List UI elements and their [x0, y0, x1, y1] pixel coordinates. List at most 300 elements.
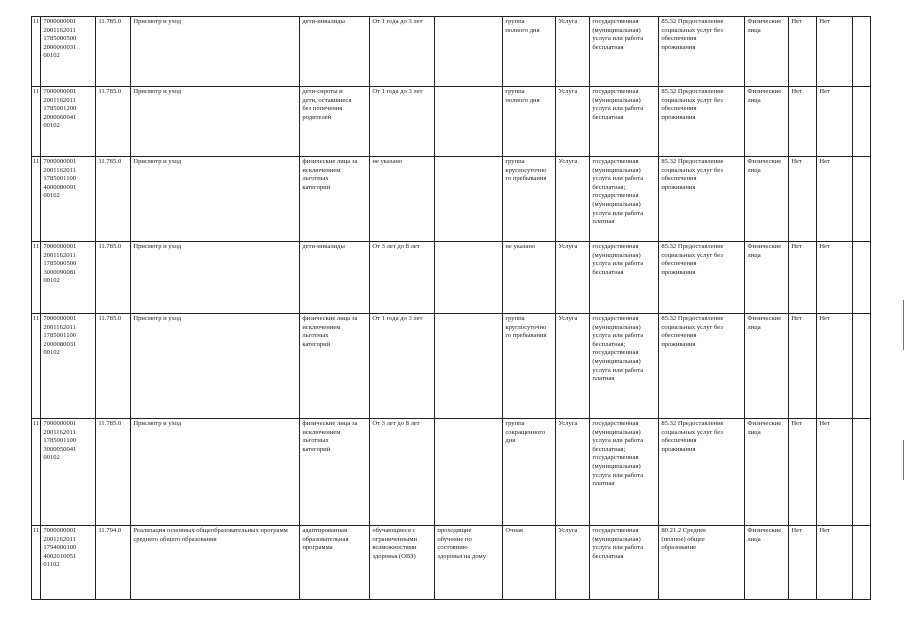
service-kind-line: бесплатная	[592, 552, 624, 560]
consumer-category-line: родителей	[302, 113, 332, 121]
consumer-category-line: дети-инвалиды	[302, 243, 345, 250]
service-form-line: полного дня	[505, 26, 540, 34]
registry-code-line: 00102	[43, 349, 60, 357]
activity-classifier-line: обеспечения	[661, 437, 697, 445]
activity-classifier-cell	[659, 526, 745, 600]
consumer-category-line: дети, оставшиеся	[302, 96, 352, 104]
table-row	[32, 314, 871, 419]
row-number: 11	[33, 88, 40, 95]
empty-cell-cell	[853, 314, 871, 419]
service-kind-line: бесплатная	[592, 43, 624, 51]
activity-classifier-line: проживания	[661, 43, 696, 51]
okved-code: 11.785.0	[98, 158, 122, 165]
activity-classifier-line: проживания	[661, 268, 696, 276]
registry-code-line: 00102	[43, 122, 60, 130]
service-form-line: круглосуточно	[505, 166, 547, 174]
empty-cell-cell	[853, 87, 871, 157]
consumer-category-line: адаптированная	[302, 527, 347, 534]
service-name-cell	[131, 242, 300, 314]
flag-2-cell	[817, 157, 853, 242]
row-number-cell	[32, 242, 41, 314]
service-name-cell	[131, 526, 300, 600]
service-form-cell	[503, 17, 556, 87]
service-kind-line: (муниципальная)	[592, 535, 641, 543]
flag-1-cell	[789, 314, 817, 419]
registry-code-line: 2001162011	[43, 166, 76, 174]
service-form-line: не указано	[505, 243, 536, 250]
empty-cell-cell	[853, 242, 871, 314]
service-kind-line: услуга или работа	[592, 544, 644, 552]
service-kind-line: государственная	[592, 420, 639, 427]
activity-classifier-line: обеспечения	[661, 260, 697, 268]
registry-code-cell	[41, 242, 96, 314]
service-kind-line: (муниципальная)	[592, 357, 641, 365]
activity-classifier-line: проживания	[661, 340, 696, 348]
row-number-cell	[32, 157, 41, 242]
consumer-type-line: лица	[747, 535, 761, 543]
activity-classifier-line: социальных услуг без	[661, 251, 723, 259]
flag-1: Нет	[791, 243, 802, 250]
age-group-line: От 1 года до 3 лет	[372, 88, 423, 95]
service-name-cell	[131, 17, 300, 87]
age-group-line: ограниченными	[372, 535, 418, 543]
consumer-type-cell	[745, 419, 789, 526]
record-type-cell	[556, 526, 590, 600]
consumer-type-line: Физические	[747, 420, 782, 427]
activity-classifier-line: обеспечения	[661, 332, 697, 340]
registry-code-line: 2000060031	[43, 43, 77, 51]
record-type: Услуга	[558, 158, 578, 165]
row-number: 11	[33, 18, 40, 25]
empty-cell-cell	[853, 157, 871, 242]
consumer-category-line: льготных	[302, 332, 329, 340]
activity-classifier-line: социальных услуг без	[661, 96, 723, 104]
service-kind-line: государственная	[592, 192, 639, 200]
registry-code-line: 1785001100	[43, 332, 77, 340]
activity-classifier-line: социальных услуг без	[661, 428, 723, 436]
row-number-cell	[32, 526, 41, 600]
service-kind-line: услуга или работа	[592, 437, 644, 445]
registry-code-line: 2000060041	[43, 113, 77, 121]
flag-2: Нет	[819, 88, 830, 95]
registry-code-line: 1785000500	[43, 260, 77, 268]
services-registry-table	[31, 16, 871, 600]
consumer-type-line: Физические	[747, 527, 782, 534]
okved-code-cell	[96, 17, 131, 87]
service-form-cell	[503, 419, 556, 526]
record-type-cell	[556, 17, 590, 87]
service-kind-cell	[590, 17, 659, 87]
registry-code-line: 2000080031	[43, 340, 77, 348]
consumer-category-cell	[300, 87, 370, 157]
scan-margin-mark	[903, 440, 904, 480]
record-type-cell	[556, 157, 590, 242]
service-kind-line: платная	[592, 480, 615, 488]
record-type: Услуга	[558, 315, 578, 322]
activity-classifier-line: 85.32 Предоставление	[661, 243, 724, 250]
record-type-cell	[556, 87, 590, 157]
extra-condition-cell	[435, 87, 503, 157]
consumer-category-line: физические лица за	[302, 158, 358, 165]
flag-1: Нет	[791, 527, 802, 534]
extra-condition-line: обучение по	[437, 535, 472, 543]
age-group-line: От 1 года до 3 лет	[372, 315, 423, 322]
registry-code-line: 2001162011	[43, 96, 76, 104]
service-kind-line: услуга или работа	[592, 471, 644, 479]
service-kind-line: бесплатная	[592, 113, 624, 121]
consumer-category-line: льготных	[302, 175, 329, 183]
consumer-category-line: исключением	[302, 428, 341, 436]
activity-classifier-line: 85.32 Предоставление	[661, 420, 724, 427]
row-number-cell	[32, 314, 41, 419]
table-row	[32, 87, 871, 157]
activity-classifier-line: проживания	[661, 113, 696, 121]
consumer-type-line: Физические	[747, 243, 782, 250]
consumer-category-line: категорий	[302, 183, 331, 191]
service-form-line: дня	[505, 437, 516, 445]
flag-2-cell	[817, 419, 853, 526]
age-group-line: здоровья (ОВЗ)	[372, 552, 416, 560]
consumer-category-line: исключением	[302, 166, 341, 174]
service-kind-line: услуга или работа	[592, 366, 644, 374]
registry-code-line: 7000000001	[43, 18, 77, 25]
flag-2: Нет	[819, 527, 830, 534]
service-kind-cell	[590, 242, 659, 314]
extra-condition-cell	[435, 242, 503, 314]
service-name: Реализация основных общеобразовательных программ среднего общего образования	[133, 527, 288, 543]
service-form-line: группа	[505, 420, 525, 427]
record-type-cell	[556, 314, 590, 419]
service-kind-line: бесплатная	[592, 268, 624, 276]
row-number: 11	[33, 420, 40, 427]
row-number-cell	[32, 87, 41, 157]
scan-margin-mark	[903, 300, 904, 350]
activity-classifier-line: 85.32 Предоставление	[661, 88, 724, 95]
registry-code-line: 7000000001	[43, 243, 77, 250]
registry-code-line: 3000090081	[43, 268, 77, 276]
flag-1-cell	[789, 87, 817, 157]
extra-condition-cell	[435, 17, 503, 87]
okved-code-cell	[96, 157, 131, 242]
service-kind-line: услуга или работа	[592, 332, 644, 340]
consumer-type-line: Физические	[747, 18, 782, 25]
consumer-type-cell	[745, 242, 789, 314]
service-form-line: группа	[505, 315, 525, 322]
row-number: 11	[33, 527, 40, 534]
registry-code-line: 7000000001	[43, 420, 77, 427]
service-kind-cell	[590, 314, 659, 419]
empty-cell-cell	[853, 419, 871, 526]
service-form-cell	[503, 87, 556, 157]
activity-classifier-line: социальных услуг без	[661, 323, 723, 331]
service-form-line: группа	[505, 18, 525, 25]
age-group-cell	[370, 314, 435, 419]
consumer-category-cell	[300, 157, 370, 242]
consumer-type-line: лица	[747, 323, 761, 331]
service-kind-line: бесплатная;	[592, 340, 626, 348]
service-name: Присмотр и уход	[133, 243, 182, 250]
table-row	[32, 157, 871, 242]
age-group-cell	[370, 87, 435, 157]
consumer-category-line: образовательная	[302, 535, 349, 543]
extra-condition-line: состоянию	[437, 544, 468, 552]
service-kind-line: (муниципальная)	[592, 462, 641, 470]
age-group-cell	[370, 157, 435, 242]
service-kind-line: услуга или работа	[592, 35, 644, 43]
activity-classifier-cell	[659, 87, 745, 157]
registry-code-line: 4000080091	[43, 183, 77, 191]
service-form-cell	[503, 157, 556, 242]
service-form-line: сокращенного	[505, 428, 546, 436]
flag-2: Нет	[819, 158, 830, 165]
okved-code-cell	[96, 242, 131, 314]
row-number-cell	[32, 419, 41, 526]
okved-code-cell	[96, 526, 131, 600]
registry-code-line: 2001162011	[43, 26, 76, 34]
flag-2: Нет	[819, 315, 830, 322]
service-form-line: го пребывания	[505, 332, 547, 340]
extra-condition-cell	[435, 526, 503, 600]
okved-code-cell	[96, 314, 131, 419]
service-kind-line: (муниципальная)	[592, 166, 641, 174]
consumer-type-line: Физические	[747, 88, 782, 95]
service-form-line: круглосуточно	[505, 323, 547, 331]
okved-code: 11.785.0	[98, 315, 122, 322]
activity-classifier-line: 80.21.2 Среднее	[661, 527, 707, 534]
activity-classifier-cell	[659, 17, 745, 87]
flag-2: Нет	[819, 243, 830, 250]
service-kind-line: (муниципальная)	[592, 428, 641, 436]
consumer-type-line: лица	[747, 26, 761, 34]
service-name: Присмотр и уход	[133, 158, 182, 165]
service-name-cell	[131, 419, 300, 526]
flag-1: Нет	[791, 315, 802, 322]
age-group-line: От 1 года до 3 лет	[372, 18, 423, 25]
consumer-type-line: Физические	[747, 158, 782, 165]
flag-1-cell	[789, 242, 817, 314]
record-type: Услуга	[558, 18, 578, 25]
flag-1-cell	[789, 419, 817, 526]
age-group-line: От 3 лет до 8 лет	[372, 243, 420, 250]
service-kind-line: услуга или работа	[592, 260, 644, 268]
consumer-category-line: без попечения	[302, 105, 343, 113]
service-kind-line: (муниципальная)	[592, 251, 641, 259]
flag-2-cell	[817, 87, 853, 157]
consumer-category-line: дети-сироты и	[302, 88, 343, 95]
consumer-type-cell	[745, 314, 789, 419]
activity-classifier-line: обеспечения	[661, 105, 697, 113]
registry-code-line: 7000000001	[43, 88, 77, 95]
registry-code-line: 2001162011	[43, 428, 76, 436]
service-kind-line: (муниципальная)	[592, 26, 641, 34]
table-row	[32, 419, 871, 526]
consumer-category-cell	[300, 242, 370, 314]
consumer-type-cell	[745, 87, 789, 157]
activity-classifier-line: обеспечения	[661, 35, 697, 43]
table-row	[32, 17, 871, 87]
consumer-category-cell	[300, 419, 370, 526]
extra-condition-line: проходящие	[437, 527, 472, 534]
consumer-type-line: лица	[747, 166, 761, 174]
flag-2: Нет	[819, 420, 830, 427]
service-name-cell	[131, 157, 300, 242]
activity-classifier-cell	[659, 242, 745, 314]
empty-cell-cell	[853, 526, 871, 600]
service-name-cell	[131, 87, 300, 157]
activity-classifier-line: проживания	[661, 445, 696, 453]
service-kind-line: услуга или работа	[592, 209, 644, 217]
flag-2-cell	[817, 314, 853, 419]
consumer-type-line: лица	[747, 251, 761, 259]
consumer-category-line: программа	[302, 544, 333, 552]
service-kind-cell	[590, 419, 659, 526]
registry-code-line: 7000000001	[43, 158, 77, 165]
activity-classifier-cell	[659, 157, 745, 242]
age-group-line: возможностями	[372, 544, 417, 552]
activity-classifier-line: 85.32 Предоставление	[661, 158, 724, 165]
service-kind-line: услуга или работа	[592, 175, 644, 183]
record-type: Услуга	[558, 243, 578, 250]
consumer-category-line: исключением	[302, 323, 341, 331]
service-form-line: полного дня	[505, 96, 540, 104]
consumer-category-cell	[300, 17, 370, 87]
service-kind-line: государственная	[592, 158, 639, 165]
row-number-cell	[32, 17, 41, 87]
registry-code-line: 4002010051	[43, 552, 77, 560]
service-kind-line: государственная	[592, 88, 639, 95]
service-kind-line: государственная	[592, 454, 639, 462]
age-group-line: не указано	[372, 158, 403, 165]
service-kind-line: (муниципальная)	[592, 200, 641, 208]
age-group-line: обучающиеся с	[372, 527, 416, 534]
consumer-category-cell	[300, 314, 370, 419]
flag-1: Нет	[791, 88, 802, 95]
age-group-cell	[370, 526, 435, 600]
flag-2: Нет	[819, 18, 830, 25]
service-form-cell	[503, 242, 556, 314]
activity-classifier-cell	[659, 314, 745, 419]
okved-code: 11.785.0	[98, 243, 122, 250]
service-form-cell	[503, 314, 556, 419]
age-group-cell	[370, 419, 435, 526]
okved-code-cell	[96, 419, 131, 526]
registry-code-line: 00102	[43, 277, 60, 285]
flag-1: Нет	[791, 420, 802, 427]
service-form-line: группа	[505, 88, 525, 95]
registry-code-line: 00102	[43, 192, 60, 200]
empty-cell-cell	[853, 17, 871, 87]
extra-condition-cell	[435, 314, 503, 419]
service-name: Присмотр и уход	[133, 88, 182, 95]
activity-classifier-line: образование	[661, 544, 697, 552]
record-type: Услуга	[558, 527, 578, 534]
extra-condition-cell	[435, 157, 503, 242]
service-kind-line: государственная	[592, 243, 639, 250]
okved-code: 11.785.0	[98, 18, 122, 25]
record-type: Услуга	[558, 420, 578, 427]
service-kind-cell	[590, 87, 659, 157]
flag-1-cell	[789, 157, 817, 242]
table-row	[32, 242, 871, 314]
registry-code-line: 1785001200	[43, 105, 77, 113]
row-number: 11	[33, 243, 40, 250]
age-group-line: От 3 лет до 8 лет	[372, 420, 420, 427]
record-type-cell	[556, 419, 590, 526]
registry-code-cell	[41, 526, 96, 600]
activity-classifier-line: обеспечения	[661, 175, 697, 183]
service-form-line: группа	[505, 158, 525, 165]
consumer-type-line: Физические	[747, 315, 782, 322]
age-group-cell	[370, 242, 435, 314]
row-number: 11	[33, 158, 40, 165]
registry-code-cell	[41, 157, 96, 242]
service-form-cell	[503, 526, 556, 600]
record-type-cell	[556, 242, 590, 314]
flag-2-cell	[817, 526, 853, 600]
service-name: Присмотр и уход	[133, 315, 182, 322]
consumer-category-line: категорий	[302, 340, 331, 348]
registry-code-line: 1785000500	[43, 35, 77, 43]
consumer-category-line: физические лица за	[302, 315, 358, 322]
flag-1: Нет	[791, 18, 802, 25]
service-kind-line: платная	[592, 218, 615, 226]
activity-classifier-line: проживания	[661, 183, 696, 191]
registry-code-line: 1794000100	[43, 544, 77, 552]
registry-code-line: 2001162011	[43, 323, 76, 331]
registry-code-line: 01102	[43, 561, 60, 569]
registry-code-line: 00102	[43, 454, 60, 462]
extra-condition-line: здоровья на дому	[437, 552, 486, 560]
registry-code-line: 7000000001	[43, 315, 77, 322]
service-kind-line: (муниципальная)	[592, 96, 641, 104]
consumer-category-line: дети-инвалиды	[302, 18, 345, 25]
row-number: 11	[33, 315, 40, 322]
registry-code-cell	[41, 17, 96, 87]
okved-code-cell	[96, 87, 131, 157]
service-name: Присмотр и уход	[133, 18, 182, 25]
flag-2-cell	[817, 17, 853, 87]
table-row	[32, 526, 871, 600]
flag-1: Нет	[791, 158, 802, 165]
okved-code: 11.794.0	[98, 527, 122, 534]
service-form-line: Очная	[505, 527, 523, 534]
registry-code-line: 7000000001	[43, 527, 77, 534]
service-kind-line: государственная	[592, 527, 639, 534]
activity-classifier-cell	[659, 419, 745, 526]
consumer-type-cell	[745, 526, 789, 600]
registry-code-line: 1785001100	[43, 437, 77, 445]
flag-1-cell	[789, 526, 817, 600]
activity-classifier-line: 85.32 Предоставление	[661, 18, 724, 25]
consumer-type-line: лица	[747, 96, 761, 104]
service-kind-cell	[590, 157, 659, 242]
service-name: Присмотр и уход	[133, 420, 182, 427]
consumer-type-line: лица	[747, 428, 761, 436]
activity-classifier-line: социальных услуг без	[661, 166, 723, 174]
registry-code-cell	[41, 314, 96, 419]
service-kind-line: бесплатная;	[592, 445, 626, 453]
consumer-category-line: категорий	[302, 445, 331, 453]
service-kind-cell	[590, 526, 659, 600]
activity-classifier-line: (полное) общее	[661, 535, 705, 543]
registry-code-line: 2001162011	[43, 251, 76, 259]
consumer-category-cell	[300, 526, 370, 600]
registry-code-cell	[41, 87, 96, 157]
age-group-cell	[370, 17, 435, 87]
service-kind-line: (муниципальная)	[592, 323, 641, 331]
okved-code: 11.785.0	[98, 88, 122, 95]
service-kind-line: государственная	[592, 18, 639, 25]
